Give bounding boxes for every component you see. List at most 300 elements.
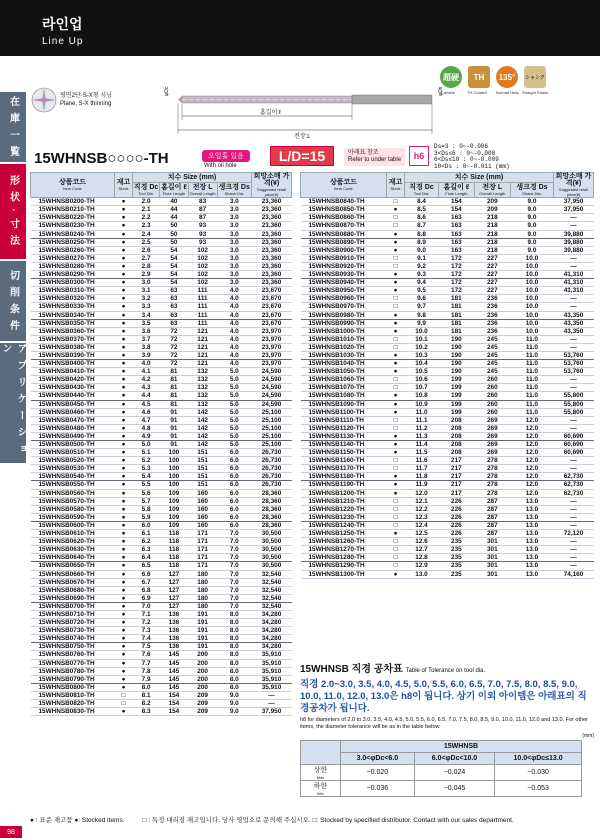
stock-mark: ● [387,489,405,497]
stock-mark: ● [387,473,405,481]
flute-length: 145 [160,651,189,659]
overall-length: 245 [474,360,510,368]
tolerance-section [300,660,594,797]
tool-dia: 4.3 [133,384,160,392]
overall-length: 269 [474,449,510,457]
tool-dia: 12.5 [405,530,439,538]
overall-length: 142 [188,416,217,424]
side-tab-application[interactable]: ア プ リ ケ ー シ ョ ン [0,343,26,463]
price: 39,880 [554,246,594,254]
tool-dia: 11.4 [405,441,439,449]
table-row [301,238,594,246]
tool-dia: 3.0 [133,279,160,287]
table-row [301,271,594,279]
tool-dia: 5.7 [133,497,160,505]
flute-length: 190 [439,351,475,359]
stock-mark: ● [115,667,133,675]
table-row [31,643,292,651]
overall-length: 301 [474,538,510,546]
item-code: 15WHNSB0500-TH [31,441,115,449]
tool-dia: 12.9 [405,562,439,570]
flute-length: 91 [160,416,189,424]
item-code: 15WHNSB0580-TH [31,505,115,513]
dia-label: φDc [164,86,170,96]
flute-length: 50 [160,238,189,246]
table-row [31,408,292,416]
shank-dia: 11.0 [510,376,553,384]
table-row [301,368,594,376]
tool-dia: 8.4 [405,198,439,206]
overall-length: 180 [188,570,217,578]
shank-dia: 6.0 [217,457,251,465]
flute-length: 100 [160,473,189,481]
tool-dia: 10.2 [405,343,439,351]
overall-length: 93 [188,238,217,246]
tolerance-lower-row: 하한 Min −0.036 −0.045 −0.053 [301,781,582,797]
price: 55,800 [554,408,594,416]
shank-dia: 12.0 [510,432,553,440]
tool-dia: 2.9 [133,271,160,279]
item-code: 15WHNSB1040-TH [301,360,387,368]
table-row [301,392,594,400]
stock-mark: □ [115,691,133,699]
item-code: 15WHNSB0630-TH [31,546,115,554]
flute-length: 154 [160,700,189,708]
item-code: 15WHNSB0300-TH [31,279,115,287]
flute-length: 118 [160,562,189,570]
flute-length: 100 [160,457,189,465]
item-code: 15WHNSB0210-TH [31,206,115,214]
overall-length: 260 [474,408,510,416]
table-row [31,441,292,449]
shank-dia: 5.0 [217,384,251,392]
tool-dia: 3.2 [133,295,160,303]
flute-length: 172 [439,262,475,270]
shank-dia: 3.0 [217,222,251,230]
stock-mark: ● [115,441,133,449]
flute-length: 154 [160,708,189,716]
price: 28,360 [252,489,292,497]
tool-dia: 11.0 [405,408,439,416]
table-row [31,311,292,319]
table-row [31,497,292,505]
shank-dia: 11.0 [510,335,553,343]
tool-dia: 5.9 [133,513,160,521]
price: — [554,513,594,521]
overall-length: 132 [188,368,217,376]
shank-dia: 7.0 [217,602,251,610]
shank-dia: 9.0 [510,238,553,246]
overall-length: 111 [188,287,217,295]
stock-mark: ● [115,198,133,206]
flute-length: 226 [439,497,475,505]
overall-length: 269 [474,441,510,449]
overall-length: 111 [188,311,217,319]
tolerance-text-ko: 직경 2.0~3.0, 3.5, 4.0, 4.5, 5.0, 5.5, 6.0, 6.5, 7.0, 7.5, 8.0, 8.5, 9.0, 10.0, 11.0, 12.0, 13.0은 h8이 됩니다. 상기 이외 아이템은 아래표의 직경공차가 됩니다. [300,679,587,714]
item-code: 15WHNSB0740-TH [31,635,115,643]
price: 30,500 [252,546,292,554]
side-tab-shape[interactable]: 形 状 · 寸 法 [0,164,26,259]
flute-length: 181 [439,295,475,303]
shank-dia: 4.0 [217,295,251,303]
flute-length: 72 [160,351,189,359]
stock-mark: □ [387,465,405,473]
table-row [31,432,292,440]
tool-dia: 12.2 [405,505,439,513]
stock-mark: □ [387,384,405,392]
flute-length: 100 [160,465,189,473]
flute-length: 235 [439,570,475,578]
flute-length: 50 [160,222,189,230]
stock-mark: ● [115,530,133,538]
table-row [31,214,292,222]
overall-length: 102 [188,279,217,287]
shank-dia: 6.0 [217,449,251,457]
stock-mark: ● [115,546,133,554]
shank-dia: 4.0 [217,303,251,311]
flute-length: 81 [160,392,189,400]
table-row [301,311,594,319]
shank-dia: 5.0 [217,416,251,424]
tool-dia: 2.7 [133,254,160,262]
item-code: 15WHNSB0830-TH [31,708,115,716]
overall-length: 269 [474,416,510,424]
stock-mark: ● [115,432,133,440]
overall-length: 209 [188,691,217,699]
tolerance-unit: (mm) [582,733,594,739]
overall-length: 260 [474,400,510,408]
overall-length: 121 [188,360,217,368]
shank-dia: 6.0 [217,497,251,505]
flute-length: 181 [439,319,475,327]
stock-mark: ● [115,416,133,424]
stock-mark: ● [387,271,405,279]
shank-dia: 6.0 [217,521,251,529]
shank-dia: 12.0 [510,489,553,497]
table-row [301,400,594,408]
tool-dia: 2.3 [133,222,160,230]
price: — [554,562,594,570]
price: 35,910 [252,675,292,683]
flute-length: 63 [160,295,189,303]
shank-dia: 13.0 [510,497,553,505]
overall-length: 83 [188,198,217,206]
shank-dia: 12.0 [510,449,553,457]
overall-length: 151 [188,457,217,465]
table-row [31,279,292,287]
flute-length: 208 [439,432,475,440]
price: 23,360 [252,271,292,279]
stock-mark: □ [387,198,405,206]
table-row [301,521,594,529]
page-header [0,0,600,56]
item-code: 15WHNSB1180-TH [301,473,387,481]
shank-dia: 13.0 [510,546,553,554]
flute-length: 109 [160,521,189,529]
price: 37,950 [554,198,594,206]
stock-mark: ● [387,392,405,400]
price: 41,310 [554,279,594,287]
overall-length: 142 [188,424,217,432]
item-code: 15WHNSB1070-TH [301,384,387,392]
flute-length: 208 [439,416,475,424]
tool-dia: 5.2 [133,457,160,465]
item-code: 15WHNSB1140-TH [301,441,387,449]
stock-mark: □ [387,521,405,529]
price: 28,360 [252,497,292,505]
tool-dia: 8.2 [133,700,160,708]
stock-mark: ● [387,408,405,416]
item-code: 15WHNSB1060-TH [301,376,387,384]
stock-mark: ● [115,570,133,578]
flute-length: 235 [439,554,475,562]
stock-mark: ● [387,351,405,359]
overall-length: 121 [188,343,217,351]
overall-length: 227 [474,279,510,287]
table-row [301,513,594,521]
shank-dia: 4.0 [217,287,251,295]
item-code: 15WHNSB0760-TH [31,651,115,659]
normal-helix-label: Normal Helix [496,90,519,95]
overall-length: 142 [188,441,217,449]
legend-stock: ● : 표준 재고품 ●: Stocked items. [30,817,125,824]
table-row [31,351,292,359]
item-code: 15WHNSB1160-TH [301,457,387,465]
item-code: 15WHNSB1290-TH [301,562,387,570]
item-code: 15WHNSB0440-TH [31,392,115,400]
tool-dia: 3.1 [133,287,160,295]
shank-dia: 10.0 [510,311,553,319]
flute-length: 118 [160,546,189,554]
stock-mark: ● [387,287,405,295]
price: 23,360 [252,262,292,270]
price: 60,690 [554,441,594,449]
price: 35,910 [252,651,292,659]
price: 24,590 [252,384,292,392]
item-code: 15WHNSB0540-TH [31,473,115,481]
price: 23,360 [252,214,292,222]
normal-helix-icon: 135° [496,66,518,88]
overall-length: 301 [474,546,510,554]
flute-length: 226 [439,513,475,521]
price: 26,730 [252,473,292,481]
item-code: 15WHNSB0620-TH [31,538,115,546]
stock-mark: ● [115,610,133,618]
table-row [301,473,594,481]
flute-length: 127 [160,602,189,610]
shank-dia: 13.0 [510,570,553,578]
table-row [301,384,594,392]
item-code: 15WHNSB0380-TH [31,343,115,351]
tool-dia: 12.0 [405,489,439,497]
overall-length: 287 [474,513,510,521]
overall-length: 218 [474,230,510,238]
flute-length: 190 [439,343,475,351]
stock-mark: ● [387,319,405,327]
tolerance-upper-row: 상한 Max −0.020 −0.024 −0.030 [301,765,582,781]
stock-mark: □ [387,335,405,343]
price: 32,540 [252,594,292,602]
item-code: 15WHNSB0400-TH [31,360,115,368]
shank-dia: 8.0 [217,651,251,659]
table-row [31,708,292,716]
shank-dia: 9.0 [510,246,553,254]
shank-dia: 8.0 [217,643,251,651]
flute-length: 163 [439,222,475,230]
shank-dia: 11.0 [510,360,553,368]
flute-length: 181 [439,303,475,311]
shank-dia: 12.0 [510,441,553,449]
table-row [301,376,594,384]
price: 23,970 [252,360,292,368]
flute-length: 100 [160,449,189,457]
item-code: 15WHNSB0520-TH [31,457,115,465]
flute-length: 72 [160,360,189,368]
table-row [31,627,292,635]
item-code: 15WHNSB1240-TH [301,521,387,529]
side-tab-stock[interactable]: 在 庫 一 覧 [0,92,26,162]
stock-mark: ● [115,497,133,505]
overall-length: 111 [188,303,217,311]
oil-hole-badge: 오일홀 있음 [202,150,250,162]
table-row [301,287,594,295]
shank-dia: 9.0 [217,700,251,708]
stock-mark: ● [115,651,133,659]
tool-dia: 2.4 [133,230,160,238]
flute-length: 145 [160,667,189,675]
stock-mark: □ [387,424,405,432]
shank-dia: 4.0 [217,360,251,368]
side-index [0,92,26,832]
straight-shank-label: Straight Shank [522,90,549,95]
stock-mark: □ [387,222,405,230]
price: 35,910 [252,667,292,675]
overall-length: 200 [188,667,217,675]
item-code: 15WHNSB0250-TH [31,238,115,246]
tool-dia: 9.7 [405,303,439,311]
table-row [31,449,292,457]
shank-dia: 3.0 [217,279,251,287]
shank-dia: 13.0 [510,521,553,529]
item-code: 15WHNSB1220-TH [301,505,387,513]
overall-length: 171 [188,546,217,554]
flute-length: 226 [439,530,475,538]
tool-dia: 12.1 [405,497,439,505]
tool-dia: 5.1 [133,449,160,457]
stock-mark: ● [387,279,405,287]
stock-mark: ● [387,360,405,368]
stock-mark: ● [387,246,405,254]
stock-mark: ● [115,384,133,392]
item-code: 15WHNSB0390-TH [31,351,115,359]
stock-mark: ● [115,400,133,408]
stock-mark: ● [387,441,405,449]
price: 26,730 [252,465,292,473]
item-code: 15WHNSB0430-TH [31,384,115,392]
flute-length: 163 [439,246,475,254]
flute-length: 199 [439,400,475,408]
stock-mark: ● [115,230,133,238]
shank-dia: 7.0 [217,546,251,554]
item-code: 15WHNSB0920-TH [301,262,387,270]
item-code: 15WHNSB0710-TH [31,610,115,618]
table-row [301,246,594,254]
flute-length: 136 [160,619,189,627]
price: — [554,343,594,351]
overall-length: 287 [474,505,510,513]
item-code: 15WHNSB1270-TH [301,546,387,554]
side-tab-cutting[interactable]: 切 削 条 件 [0,261,26,341]
stock-mark: ● [115,675,133,683]
flute-length: 44 [160,206,189,214]
tool-dia: 4.9 [133,432,160,440]
overall-length: 180 [188,578,217,586]
stock-mark: ● [387,230,405,238]
item-code: 15WHNSB1260-TH [301,538,387,546]
price: 35,910 [252,659,292,667]
th-coated-label: TH-Coated [467,90,487,95]
flute-length: 199 [439,384,475,392]
item-code: 15WHNSB0340-TH [31,311,115,319]
item-code: 15WHNSB0290-TH [31,271,115,279]
price: 43,350 [554,327,594,335]
item-code: 15WHNSB0270-TH [31,254,115,262]
stock-mark: ● [115,214,133,222]
item-code: 15WHNSB1150-TH [301,449,387,457]
flute-length: 91 [160,441,189,449]
tool-dia: 4.4 [133,392,160,400]
tool-dia: 12.6 [405,538,439,546]
price: 25,100 [252,424,292,432]
table-row [301,351,594,359]
flute-length: 154 [439,198,475,206]
item-code: 15WHNSB0330-TH [31,303,115,311]
shank-dia: 12.0 [510,424,553,432]
overall-length: 301 [474,562,510,570]
shank-dia: 9.0 [510,230,553,238]
tool-dia: 5.6 [133,489,160,497]
overall-length: 278 [474,489,510,497]
item-code: 15WHNSB0570-TH [31,497,115,505]
shank-dia: 10.0 [510,254,553,262]
table-row [301,441,594,449]
flute-length: 109 [160,513,189,521]
flute-length: 100 [160,481,189,489]
overall-length: 102 [188,246,217,254]
item-code: 15WHNSB0260-TH [31,246,115,254]
tool-dia: 9.1 [405,254,439,262]
price: 32,540 [252,570,292,578]
table-row [301,538,594,546]
thinning-label: 평면2단·S-X형 시닝 Plane, S-X thinning [60,93,112,107]
price: 23,360 [252,222,292,230]
flute-length: 63 [160,319,189,327]
table-row [301,457,594,465]
table-row [31,400,292,408]
tool-dia: 3.5 [133,319,160,327]
stock-mark: ● [387,238,405,246]
overall-length: 209 [474,206,510,214]
table-row [31,343,292,351]
tool-dia: 10.5 [405,368,439,376]
item-code: 15WHNSB1020-TH [301,343,387,351]
shank-dia: 10.0 [510,327,553,335]
table-row [31,691,292,699]
flute-length: 54 [160,246,189,254]
item-code: 15WHNSB0220-TH [31,214,115,222]
tool-dia: 9.0 [405,246,439,254]
flute-length: 217 [439,489,475,497]
